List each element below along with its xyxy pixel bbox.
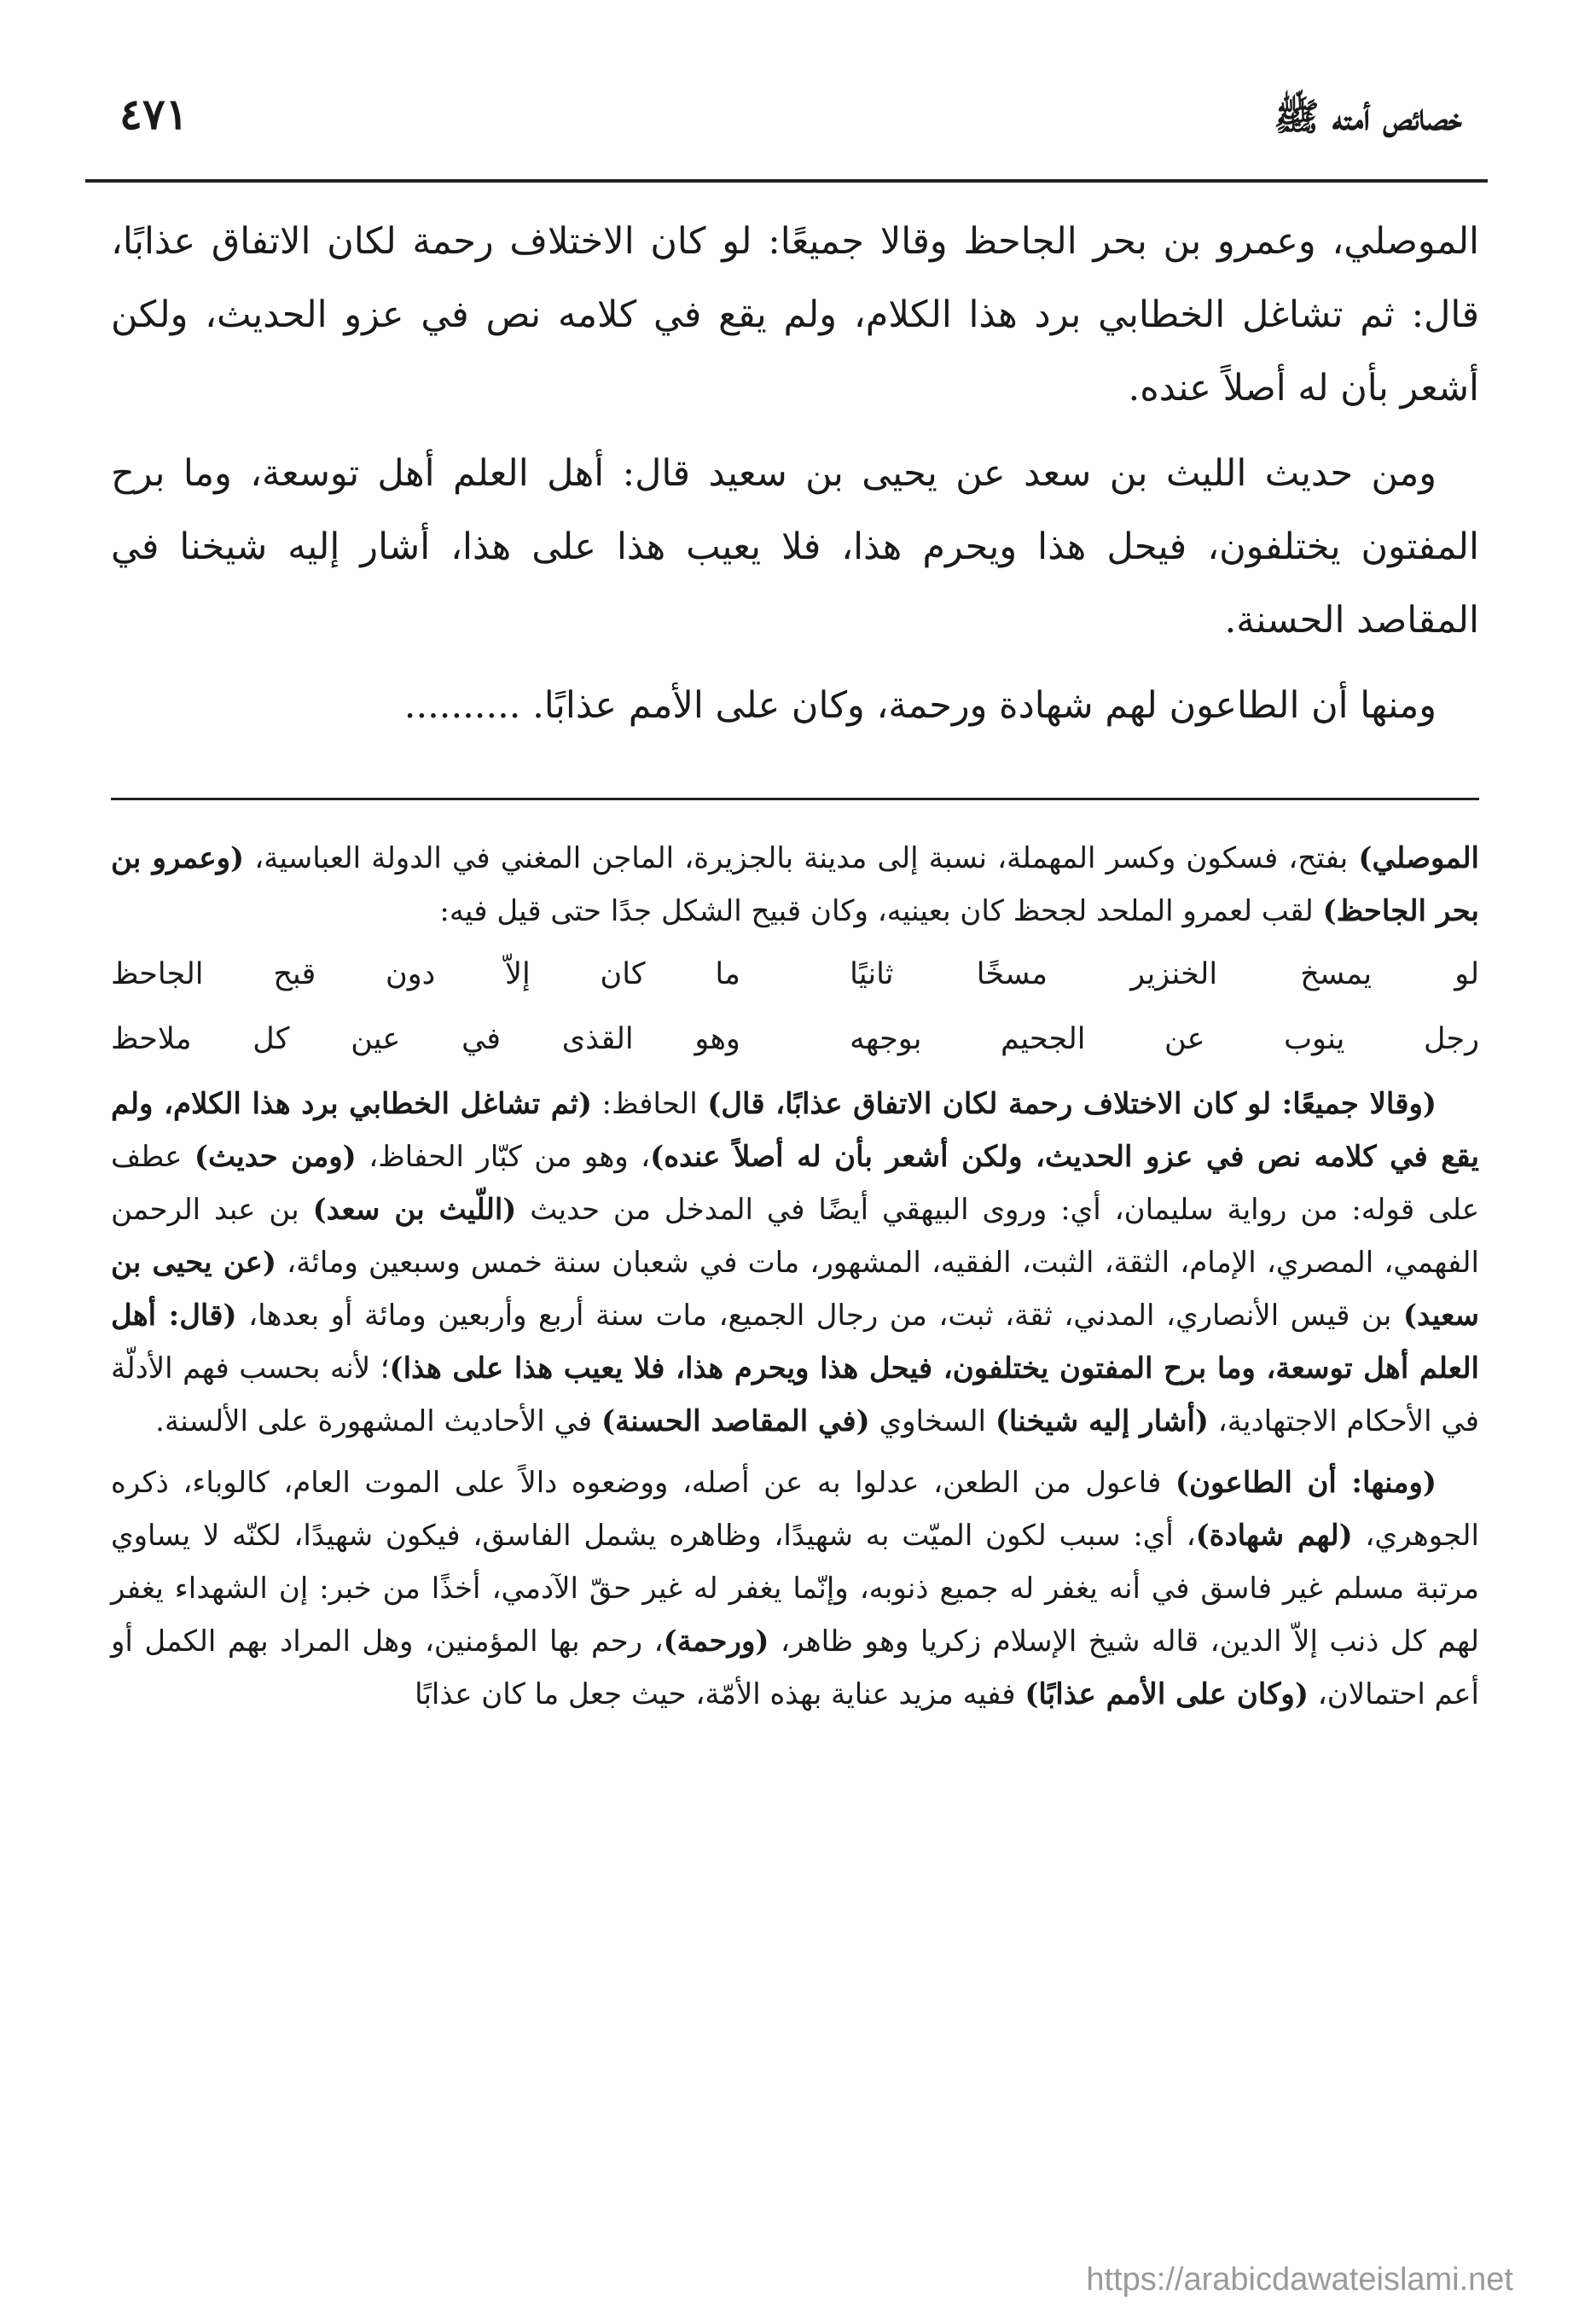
quoted-term: الموصلي) xyxy=(1358,841,1479,875)
main-paragraph-2: ومن حديث الليث بن سعد عن يحيى بن سعيد قال: أهل العلم أهل توسعة، وما برح المفتون يختلفون، فيحل هذا ويحرم هذا، فلا يعيب هذا على هذا، أشار إليه شيخنا في المقاصد الحسنة. xyxy=(111,452,1479,642)
quoted-term: (قال: أهل العلم أهل توسعة، وما برح المفتون يختلفون، فيحل هذا ويحرم هذا، فلا يعيب هذا على هذا) xyxy=(111,1299,1479,1386)
main-text xyxy=(111,205,1479,754)
commentary-text: ، رحم بها المؤمنين، وهل المراد بهم الكمل أو أعم احتمالان، xyxy=(111,1624,1479,1711)
commentary xyxy=(111,832,1479,1729)
verse-first-hemistich: لو يمسخ الخنزير مسخًا ثانيًا xyxy=(850,957,1479,991)
quoted-term: (ومنها: أن الطاعون) xyxy=(1175,1466,1437,1500)
quoted-term: (عن يحيى بن سعيد) xyxy=(111,1246,1479,1333)
commentary-text: ؛ لأنه بحسب فهم الأدلّة في الأحكام الاجتهادية، xyxy=(111,1351,1479,1438)
commentary-text: فاعول من الطعن، عدلوا به عن أصله، ووضعوه دالاً على الموت العام، كالوباء، ذكره الجوهري، xyxy=(111,1466,1479,1553)
running-title: خصائص أمته ﷺ xyxy=(1274,96,1462,139)
quoted-term: (لهم شهادة) xyxy=(1195,1519,1353,1553)
commentary-paragraph-3 xyxy=(111,1456,1479,1721)
main-paragraph-3: ومنها أن الطاعون لهم شهادة ورحمة، وكان على الأمم عذابًا. .......... xyxy=(403,684,1437,727)
separator-rule xyxy=(111,798,1479,800)
commentary-text: الحافظ: xyxy=(592,1087,708,1121)
verse-second-hemistich: ما كان إلاّ دون قبح الجاحظ xyxy=(111,957,740,991)
commentary-paragraph-2 xyxy=(111,1078,1479,1448)
quoted-term: (أشار إليه شيخنا) xyxy=(995,1404,1209,1438)
verse-first-hemistich: رجل ينوب عن الجحيم بوجهه xyxy=(850,1022,1479,1056)
quoted-term: (ثم تشاغل الخطابي برد هذا الكلام، ولم يقع في كلامه نص في عزو الحديث، ولكن أشعر بأن له أصلاً عنده) xyxy=(111,1087,1479,1174)
page-header xyxy=(102,85,1471,171)
quoted-term: (ومن حديث) xyxy=(194,1140,357,1174)
commentary-text: بفتح، فسكون وكسر المهملة، نسبة إلى مدينة بالجزيرة، الماجن المغني في الدولة العباسية، xyxy=(244,841,1359,875)
quoted-term: (ورحمة) xyxy=(663,1624,769,1659)
commentary-text: ففيه مزيد عناية بهذه الأمّة، حيث جعل ما كان عذابًا xyxy=(415,1677,1025,1711)
quoted-term: (وعمرو بن بحر الجاحظ) xyxy=(111,841,1479,928)
header-rule xyxy=(85,179,1488,183)
quoted-term: (وكان على الأمم عذابًا) xyxy=(1024,1677,1309,1711)
commentary-text: عطف على قوله: من رواية سليمان، أي: وروى البيهقي أيضًا في المدخل من حديث xyxy=(111,1140,1479,1227)
poem-verse-1 xyxy=(111,948,1479,1001)
page-number: ٤٧١ xyxy=(119,89,189,139)
commentary-text: لقب لعمرو الملحد لجحظ كان بعينيه، وكان قبيح الشكل جدًا حتى قيل فيه: xyxy=(439,894,1323,928)
commentary-text: ، وهو من كبّار الحفاظ، xyxy=(356,1140,651,1174)
commentary-text: ، أي: سبب لكون الميّت به شهيدًا، وظاهره يشمل الفاسق، فيكون شهيدًا، لكنّه لا يساوي مرتبة مسلم غير فاسق في أنه يغفر له جميع ذنوبه، وإنّما يغفر له غير حقّ الآدمي، أخذًا من خبر: إن الشهداء يغفر لهم كل ذنب إلاّ الدين، قاله شيخ الإسلام زكريا وهو ظاهر، xyxy=(111,1519,1479,1659)
main-paragraph-1: الموصلي، وعمرو بن بحر الجاحظ وقالا جميعًا: لو كان الاختلاف رحمة لكان الاتفاق عذابًا، قال: ثم تشاغل الخطابي برد هذا الكلام، ولم يقع في كلامه نص في عزو الحديث، ولكن أشعر بأن له أصلاً عنده. xyxy=(111,220,1479,410)
quoted-term: (وقالا جميعًا: لو كان الاختلاف رحمة لكان الاتفاق عذابًا، قال) xyxy=(707,1087,1437,1121)
commentary-text: في الأحاديث المشهورة على الألسنة. xyxy=(155,1404,601,1438)
commentary-text: بن قيس الأنصاري، المدني، ثقة، ثبت، من رجال الجميع، مات سنة أربع وأربعين ومائة أو بعدها، xyxy=(236,1299,1403,1333)
commentary-paragraph-1 xyxy=(111,832,1479,938)
commentary-text: بن عبد الرحمن الفهمي، المصري، الإمام، الثقة، الثبت، الفقيه، المشهور، مات في شعبان سنة خمس وسبعين ومائة، xyxy=(111,1193,1479,1280)
commentary-text: السخاوي xyxy=(869,1404,995,1438)
verse-second-hemistich: وهو القذى في عين كل ملاحظ xyxy=(111,1022,740,1056)
quoted-term: (في المقاصد الحسنة) xyxy=(601,1404,870,1438)
quoted-term: (اللّيث بن سعد) xyxy=(312,1193,517,1227)
poem-verse-2 xyxy=(111,1013,1479,1066)
source-watermark: https://arabicdawateislami.net xyxy=(1086,2262,1513,2298)
